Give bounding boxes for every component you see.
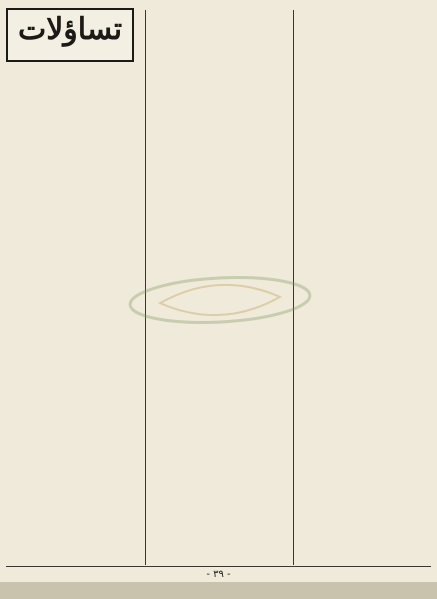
- scan-bottom-strip: [0, 582, 437, 599]
- page-number: - ٣٩ -: [206, 569, 231, 580]
- column-headline: تساؤلات: [17, 12, 123, 47]
- column-header-box: [6, 8, 134, 62]
- footer-rule: [6, 566, 431, 567]
